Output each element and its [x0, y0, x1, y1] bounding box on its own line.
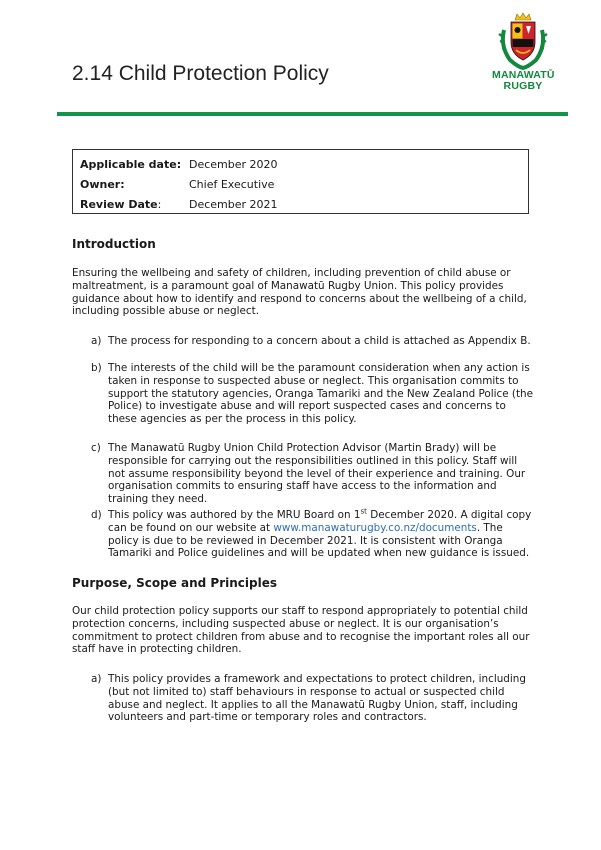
info-label: Review Date	[80, 198, 158, 211]
logo-line-1: MANAWATŪ	[492, 69, 555, 81]
introduction-paragraph: Ensuring the wellbeing and safety of children, including prevention of child abuse or maltreatment, is a paramount goal of Manawatū Rugby Union. This policy provides guidance about how to identify and respond to concerns about the wellbeing of a child, including possible abuse or neglect.	[72, 267, 527, 318]
info-row-owner	[80, 175, 528, 195]
purpose-heading: Purpose, Scope and Principles	[72, 576, 278, 590]
documents-link[interactable]: www.manawaturugby.co.nz/documents	[273, 521, 477, 534]
list-item-text: The Manawatū Rugby Union Child Protection Advisor (Martin Brady) will be responsible for carrying out the responsibilities outlined in this policy. Staff will not assume responsibility beyond the level of their experience and training. Our organisation commits to ensuring staff have access to the information and training they need.	[108, 442, 526, 506]
crest-icon	[498, 12, 548, 70]
list-item	[91, 509, 536, 560]
list-marker: d)	[91, 509, 102, 521]
introduction-heading: Introduction	[72, 237, 156, 251]
manawatu-rugby-logo	[492, 12, 554, 96]
ordinal-suffix: st	[360, 507, 367, 516]
list-item	[91, 442, 536, 506]
info-row-applicable-date	[80, 155, 528, 175]
text-segment: December 2020. A digital copy can be found on our website at	[108, 509, 532, 534]
list-item	[91, 362, 536, 426]
list-item-text: This policy provides a framework and expectations to protect children, including (but not limited to) staff behaviours in response to actual or suspected child abuse and neglect. It applies to all the Manawatū Rugby Union, staff, including volunteers and part-time or temporary roles and contractors.	[108, 673, 526, 724]
list-item-text: The process for responding to a concern about a child is attached as Appendix B.	[108, 335, 531, 347]
list-marker: b)	[91, 362, 102, 374]
logo-line-2: RUGBY	[503, 80, 543, 92]
list-item	[91, 673, 536, 724]
header-divider	[57, 112, 568, 116]
page-title: 2.14 Child Protection Policy	[72, 62, 329, 85]
text-segment: . The policy is due to be reviewed in December 2021. It is consistent with Oranga Tamariki and Police guidelines and will be updated when new guidance is issued.	[108, 521, 530, 560]
text-segment: This policy was authored by the MRU Board on 1	[108, 509, 361, 521]
list-item-text: The interests of the child will be the paramount consideration when any action is taken in response to suspected abuse or neglect. This organisation commits to support the statutory agencies, Oranga Tamariki and the New Zealand Police (the Police) to investigate abuse and will report suspected cases and concerns to these agencies as per the process in this policy.	[108, 362, 534, 426]
list-item	[91, 335, 536, 348]
info-label: Applicable date:	[80, 158, 182, 171]
info-row-review-date	[80, 195, 528, 215]
policy-info-table	[72, 149, 529, 214]
info-label-wrap	[80, 195, 189, 215]
info-value: Chief Executive	[189, 178, 275, 191]
list-marker: c)	[91, 442, 101, 454]
info-value: December 2020	[189, 158, 278, 171]
list-item-text	[108, 509, 536, 560]
info-label: Owner:	[80, 178, 125, 191]
info-value: December 2021	[189, 198, 278, 211]
purpose-paragraph: Our child protection policy supports our staff to respond appropriately to potential child protection concerns, including suspected abuse or neglect. It is our organisation’s commitment to protect children from abuse and to recognise the important roles all our staff have in protecting children.	[72, 605, 530, 656]
list-marker: a)	[91, 335, 102, 347]
list-marker: a)	[91, 673, 102, 685]
info-label-colon: :	[157, 198, 162, 211]
